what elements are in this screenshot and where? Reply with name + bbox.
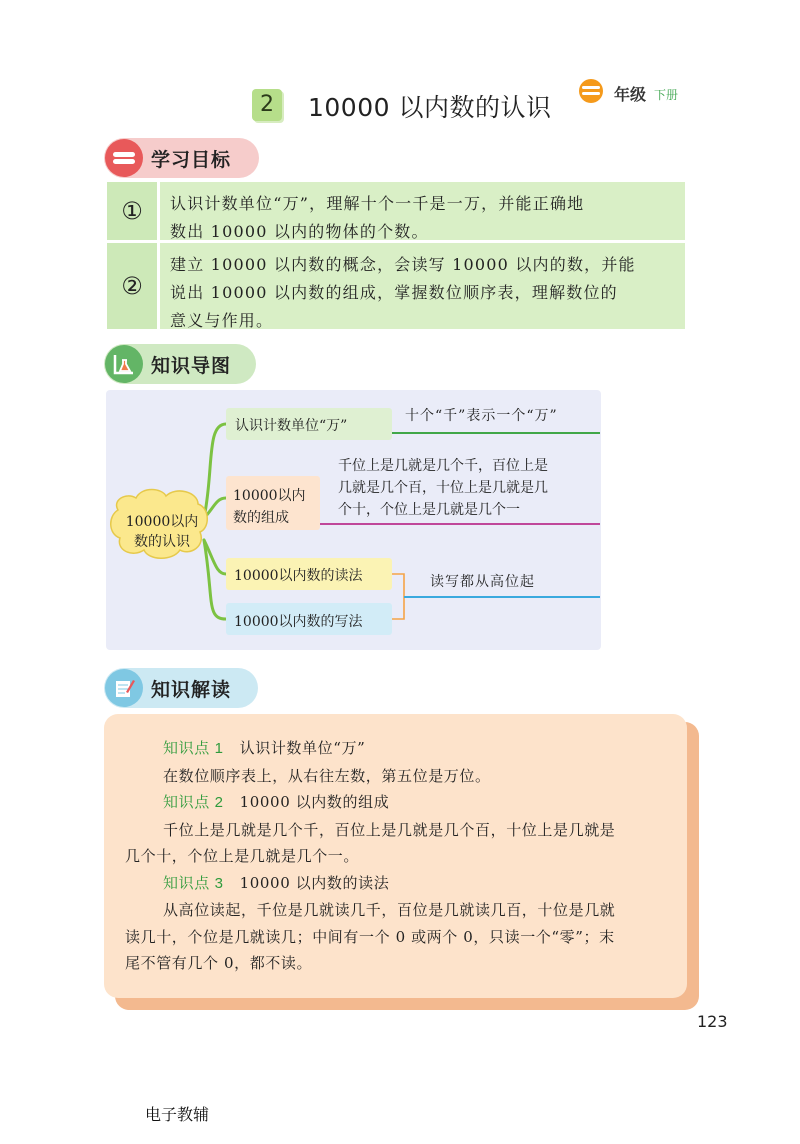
grade-book-icon	[578, 78, 604, 104]
branch-2-note-line-2: 几就是几个百，十位上是几就是几	[338, 480, 548, 496]
section-title-goals: 学习目标	[151, 148, 232, 171]
grade-sub-label: 下册	[654, 88, 679, 102]
branch-label-1: 认识计数单位“万”	[235, 418, 348, 434]
grade-label: 年级	[614, 85, 647, 104]
kp3-title: 10000 以内数的读法	[239, 873, 390, 892]
branch-label-2	[233, 485, 306, 529]
branch-2-note	[338, 455, 600, 521]
kp1-title: 认识计数单位“万”	[239, 739, 366, 757]
kp2-line-1: 千位上是几就是几个千，百位上是几就是几个百，十位上是几就是	[163, 820, 616, 839]
chapter-number-badge: 2	[252, 89, 282, 121]
branch-1-note: 十个“千”表示一个“万”	[405, 408, 558, 424]
branch-2-note-line-1: 千位上是几就是几个千，百位上是	[338, 458, 548, 474]
knowledge-point-2-heading	[125, 789, 675, 817]
branch-2-line-2: 数的组成	[233, 510, 289, 526]
branch-label-4: 10000以内数的写法	[234, 614, 363, 630]
goal-2-line-1: 建立 10000 以内数的概念，会读写 10000 以内的数，并能	[170, 255, 636, 274]
kp3-label: 知识点 3	[163, 874, 224, 892]
section-tab-reading	[104, 668, 258, 708]
root-line-2: 数的认识	[134, 534, 190, 550]
kp2-label: 知识点 2	[163, 794, 224, 811]
root-line-1: 10000以内	[125, 514, 199, 530]
goal-text-1	[160, 182, 685, 240]
section-tab-goals	[104, 138, 259, 178]
kp2-line-2: 几个十，个位上是几就是几个一。	[125, 847, 360, 865]
knowledge-content	[125, 735, 675, 977]
goal-text-2	[160, 243, 685, 329]
goal-2-line-2: 说出 10000 以内数的组成，掌握数位顺序表，理解数位的	[170, 283, 618, 302]
mind-map-root	[114, 512, 210, 552]
kp1-line-1: 在数位顺序表上，从右往左数，第五位是万位。	[163, 766, 491, 785]
goal-1-line-2: 数出 10000 以内的物体的个数。	[170, 222, 429, 241]
kp3-line-1: 从高位读起，千位是几就读几千，百位是几就读几百，十位是几就	[163, 901, 616, 919]
footer-watermark: 电子教辅	[145, 1105, 210, 1124]
knowledge-point-3-heading	[125, 870, 675, 898]
target-icon	[105, 139, 143, 177]
branch-label-3: 10000以内数的读法	[234, 568, 363, 584]
branch-2-line-1: 10000以内	[233, 488, 306, 504]
kp1-label: 知识点 1	[163, 740, 224, 757]
section-tab-map	[104, 344, 256, 384]
kp3-line-2: 读几十，个位是几就读几；中间有一个 0 或两个 0，只读一个“零”；末	[125, 927, 615, 946]
goal-number-1: ①	[107, 182, 157, 240]
branch-2-note-line-3: 个十，个位上是几就是几个一	[338, 502, 520, 518]
knowledge-point-1-heading	[125, 735, 675, 763]
kp3-line-3: 尾不管有几个 0，都不读。	[125, 954, 313, 972]
kp2-title: 10000 以内数的组成	[239, 793, 390, 811]
flask-icon	[105, 345, 143, 383]
goal-2-line-3: 意义与作用。	[170, 311, 274, 330]
goal-1-line-1: 认识计数单位“万”，理解十个一千是一万，并能正确地	[170, 194, 585, 213]
section-title-map: 知识导图	[151, 354, 232, 377]
chapter-title: 10000 以内数的认识	[308, 93, 552, 122]
notebook-pencil-icon	[105, 669, 143, 707]
page-number: 123	[697, 1012, 728, 1031]
section-title-reading: 知识解读	[151, 678, 232, 701]
goal-number-2: ②	[107, 243, 157, 329]
shared-note: 读写都从高位起	[430, 574, 535, 590]
